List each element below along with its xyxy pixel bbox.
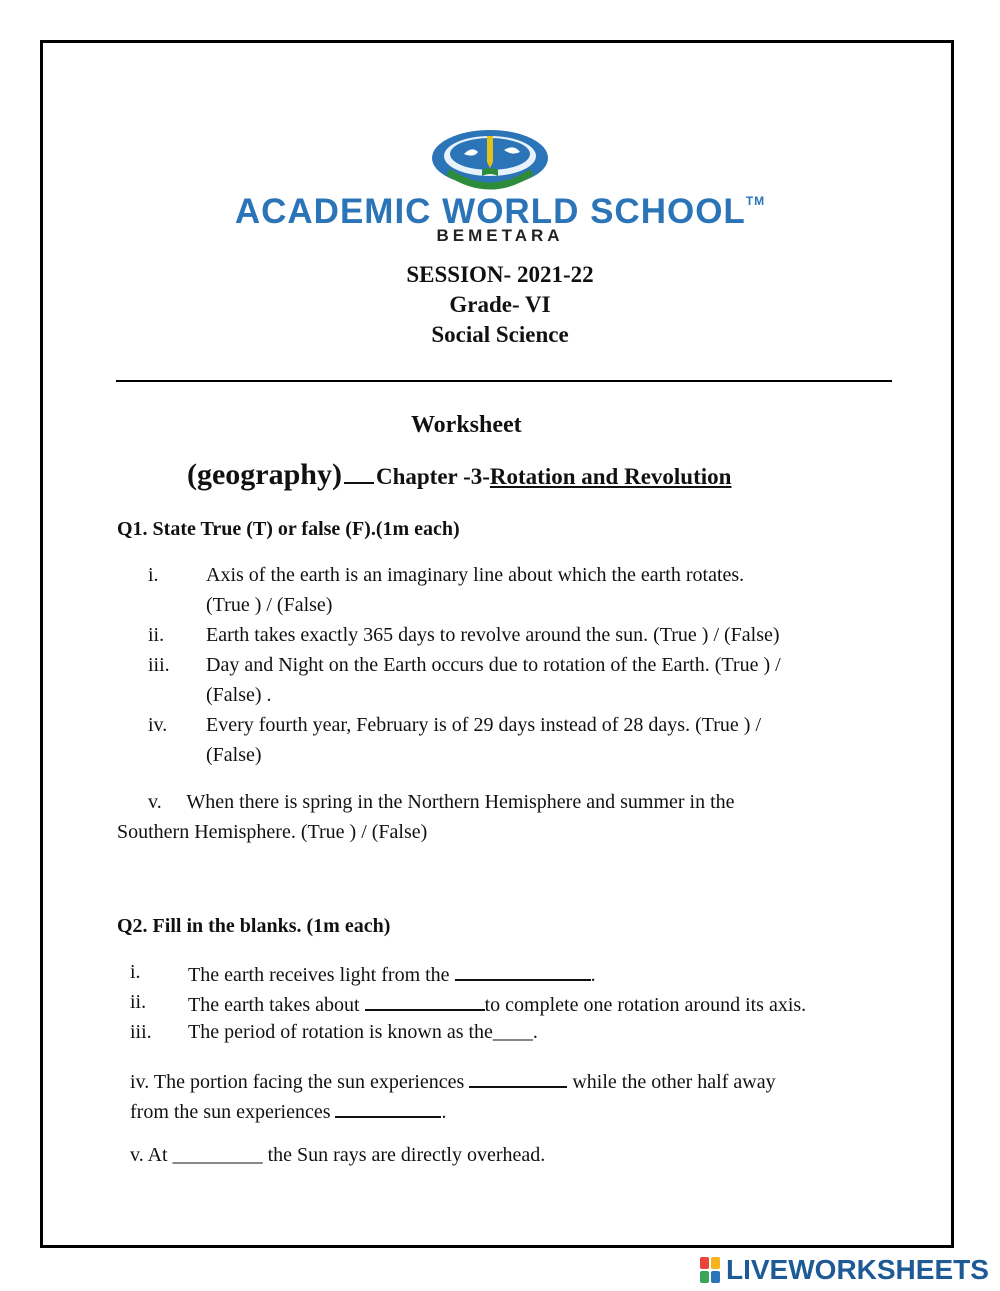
chapter-prefix: Chapter -3- — [375, 464, 490, 489]
worksheet-title: Worksheet — [411, 412, 522, 438]
q1-item-number: i. — [148, 564, 159, 586]
answer-blank[interactable] — [335, 1098, 441, 1118]
q2-item-iv-line2 — [130, 1098, 446, 1124]
header-divider — [116, 380, 892, 382]
liveworksheets-logo-icon — [700, 1257, 722, 1283]
q2-item-iv-text: while the other half away — [567, 1071, 776, 1093]
q1-item-v-text: v. When there is spring in the Northern Hemisphere and summer in the — [148, 791, 735, 813]
q1-item-number: ii. — [148, 624, 165, 646]
q1-item-text: Earth takes exactly 365 days to revolve around the sun. (True ) / (False) — [206, 624, 780, 646]
q2-item-text: The period of rotation is known as the____. — [188, 1021, 538, 1043]
q1-heading: Q1. State True (T) or false (F).(1m each) — [117, 518, 460, 540]
chapter-heading — [187, 458, 731, 492]
q1-item-options: (False) . — [206, 684, 272, 706]
chapter-title: Rotation and Revolution — [489, 464, 732, 489]
q1-item-text: Day and Night on the Earth occurs due to rotation of the Earth. (True ) / — [206, 654, 781, 676]
answer-blank[interactable] — [365, 991, 485, 1011]
q1-item-number: iii. — [148, 654, 170, 676]
answer-blank[interactable] — [455, 961, 591, 981]
q1-item-v-options: Southern Hemisphere. (True ) / (False) — [117, 821, 428, 843]
q2-item-iv-line1 — [130, 1068, 776, 1094]
q1-item-options: (False) — [206, 744, 262, 766]
subject-label: Social Science — [431, 322, 569, 347]
answer-blank[interactable] — [469, 1068, 567, 1088]
q1-item-number: iv. — [148, 714, 168, 736]
globe-book-logo-icon — [420, 120, 560, 200]
trademark-mark: TM — [745, 194, 766, 208]
q2-item-iv-text: from the sun experiences — [130, 1101, 336, 1123]
q2-heading: Q2. Fill in the blanks. (1m each) — [117, 915, 391, 937]
q2-item-prefix: The earth receives light from the — [188, 964, 455, 986]
grade-label: Grade- VI — [449, 292, 551, 317]
topic-label: (geography) — [187, 458, 342, 491]
q2-item-v: v. At _________ the Sun rays are directly overhead. — [130, 1144, 546, 1166]
q2-item-number: iii. — [130, 1021, 152, 1043]
q2-item-number: i. — [130, 961, 141, 983]
q2-item-text — [188, 991, 806, 1017]
liveworksheets-brand-text: LIVEWORKSHEETS — [726, 1254, 989, 1285]
q2-item-text — [188, 961, 596, 987]
session-label: SESSION- 2021-22 — [406, 262, 594, 287]
school-city: BEMETARA — [436, 226, 564, 245]
liveworksheets-brand[interactable] — [700, 1255, 989, 1285]
q2-item-suffix: to complete one rotation around its axis. — [484, 994, 807, 1016]
heading-underline-gap — [344, 468, 374, 484]
school-name-text: ACADEMIC WORLD SCHOOL — [234, 192, 746, 231]
q2-item-iv-text: iv. The portion facing the sun experiences — [130, 1071, 470, 1093]
q2-item-prefix: The earth takes about — [188, 994, 365, 1016]
q1-item-text: Every fourth year, February is of 29 days instead of 28 days. (True ) / — [206, 714, 761, 736]
q2-item-iv-text: . — [441, 1101, 447, 1123]
q1-item-options: (True ) / (False) — [206, 594, 333, 616]
q2-item-number: ii. — [130, 991, 147, 1013]
q2-item-suffix: . — [590, 964, 596, 986]
school-logo — [420, 120, 560, 200]
q1-item-text: Axis of the earth is an imaginary line about which the earth rotates. — [206, 564, 745, 586]
